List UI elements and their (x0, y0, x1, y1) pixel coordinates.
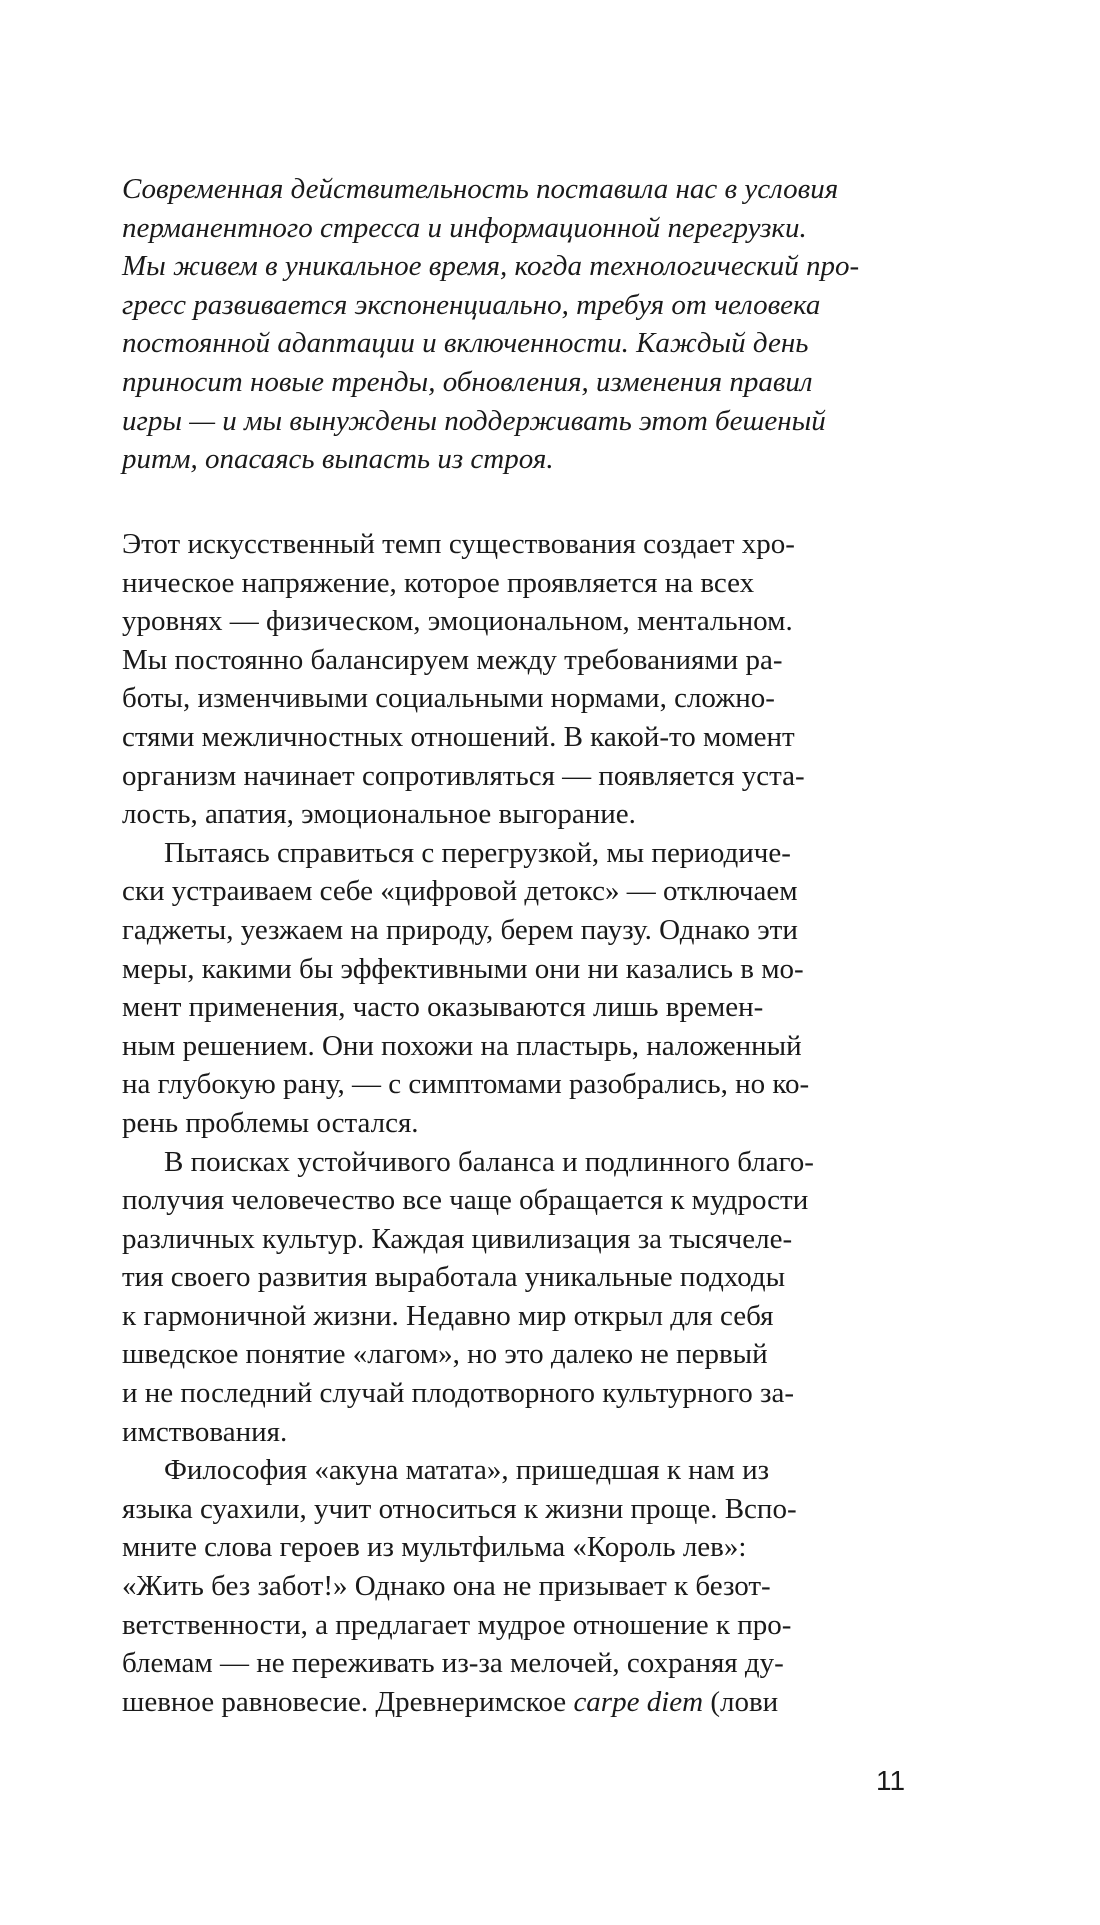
text-line: уровнях — физическом, эмоциональном, ментальном. (122, 605, 793, 638)
text-line: организм начинает сопротивляться — появляется уста- (122, 759, 805, 792)
text-line: Этот искусственный темп существования создает хро- (122, 528, 795, 560)
text-line: ным решением. Они похожи на пластырь, наложенный (122, 1029, 802, 1062)
text-line: гресс развивается экспоненциально, требуя от человека (122, 288, 821, 321)
text-fragment: шевное равновесие. Древнеримское (122, 1685, 574, 1718)
text-line: ритм, опасаясь выпасть из строя. (122, 443, 554, 476)
text-line: на глубокую рану, — с симптомами разобрались, но ко- (122, 1068, 810, 1101)
text-line: Философия «акуна матата», пришедшая к нам из (164, 1454, 770, 1487)
text-line: лость, апатия, эмоциональное выгорание. (122, 798, 636, 831)
text-line: шведское понятие «лагом», но это далеко не первый (122, 1338, 768, 1371)
text-line: боты, изменчивыми социальными нормами, сложно- (122, 682, 775, 715)
text-line: постоянной адаптации и включенности. Каждый день (122, 327, 809, 360)
text-line: Мы живем в уникальное время, когда технологический про- (122, 250, 860, 283)
text-line: ветственности, а предлагает мудрое отношение к про- (122, 1608, 792, 1641)
text-fragment: (лови (703, 1685, 779, 1718)
text-line: ски устраиваем себе «цифровой детокс» — отключаем (122, 875, 798, 908)
text-line: различных культур. Каждая цивилизация за тысячеле- (122, 1222, 793, 1255)
page-number: 11 (876, 1765, 906, 1796)
text-line: языка суахили, учит относиться к жизни проще. Вспо- (122, 1492, 797, 1525)
text-line: Пытаясь справиться с перегрузкой, мы периодиче- (164, 836, 791, 869)
text-line: получия человечество все чаще обращается к мудрости (122, 1184, 809, 1217)
text-line: ническое напряжение, которое проявляется на всех (122, 566, 755, 599)
latin-phrase: carpe diem (573, 1685, 704, 1718)
text-line: и не последний случай плодотворного культурного за- (122, 1377, 794, 1410)
intro-paragraph (122, 170, 922, 479)
text-line: гаджеты, уезжаем на природу, берем паузу. Однако эти (122, 913, 798, 946)
text-line: тия своего развития выработала уникальные подходы (122, 1261, 786, 1294)
text-line: рень проблемы остался. (122, 1106, 419, 1139)
text-line: имствования. (122, 1415, 288, 1448)
text-line: к гармоничной жизни. Недавно мир открыл для себя (122, 1299, 774, 1332)
text-line: «Жить без забот!» Однако она не призывает к безот- (122, 1570, 771, 1603)
text-line: Мы постоянно балансируем между требованиями ра- (122, 643, 783, 676)
text-line: игры — и мы вынуждены поддерживать этот бешеный (122, 404, 826, 437)
text-line-last (122, 1683, 922, 1722)
text-line: стями межличностных отношений. В какой-то момент (122, 720, 795, 753)
text-line: приносит новые тренды, обновления, изменения правил (122, 365, 813, 398)
text-line: мните слова героев из мультфильма «Король лев»: (122, 1531, 747, 1564)
text-line: перманентного стресса и информационной перегрузки. (122, 211, 807, 244)
text-line: меры, какими бы эффективными они ни казались в мо- (122, 952, 804, 985)
text-line: блемам — не переживать из-за мелочей, сохраняя ду- (122, 1647, 784, 1680)
text-line: Современная действительность поставила нас в условия (122, 173, 839, 205)
body-text (122, 525, 922, 1721)
text-line: В поисках устойчивого баланса и подлинного благо- (164, 1145, 814, 1178)
text-line: мент применения, часто оказываются лишь времен- (122, 991, 764, 1024)
